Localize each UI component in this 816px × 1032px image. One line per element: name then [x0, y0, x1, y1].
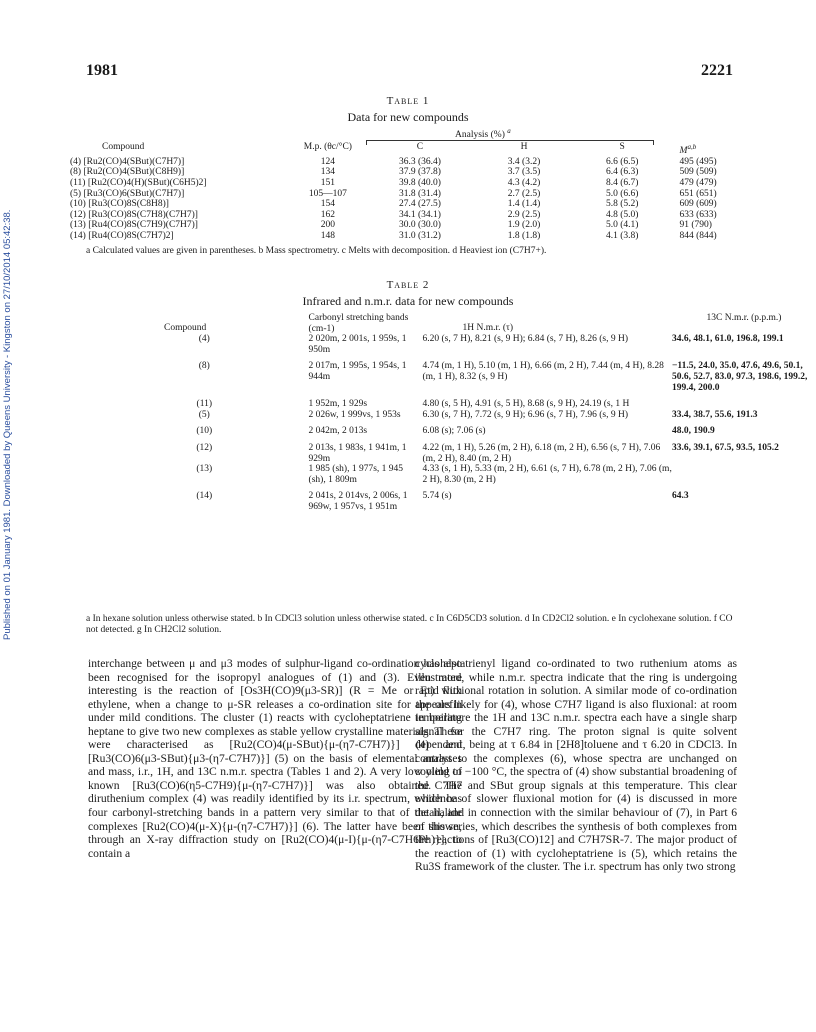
table-row: [70, 157, 770, 168]
cell-h: 2.7 (2.5): [507, 188, 541, 199]
body-paragraph: interchange between μ and μ3 modes of sulphur-ligand co-ordination has also been recognised for the isopropyl analogues of (1) and (3). Even more interesting is the reaction of [Os3H(CO)9(μ3-SR)] (R = Me or Et) with ethylene, when a change to μ-SR releases a co-ordination site for the olefin under mild conditions. The cluster (1) reacts with cycloheptatriene in boiling heptane to give two new complexes as stable yellow crystalline materials. These were characterised as [Ru2(CO)4(μ-SBut){μ-(η7-C7H7)}] (4) and [Ru3(CO)6(μ3-SBut){μ3-(η7-C7H7)}] (5) on the basis of elemental analyses and mass, i.r., 1H, and 13C n.m.r. spectra (Tables 1 and 2). A very low yield of known [Ru3(CO)6(η5-C7H9){μ-(η7-C7H7)}] was also obtained. The diruthenium complex (4) was readily identified by its i.r. spectrum, which has four carbonyl-stretching bands in a pattern very similar to that of the halide complexes [Ru2(CO)4(μ-X){μ-(η7-C7H7)}] (6). The latter have been shown, through an X-ray diffraction study on [Ru2(CO)4(μ-I){μ-(η7-C7H6Ph)}], to contain a: [88, 657, 462, 860]
table-row: [70, 167, 770, 178]
cell-carbonyl: 2 020m, 2 001s, 1 959s, 1 950m: [308, 334, 407, 355]
table-row: [70, 199, 770, 210]
cell-mp: 124: [320, 156, 335, 167]
cell-mp: 154: [320, 199, 335, 210]
table-row: [70, 210, 770, 221]
table-row: [100, 437, 816, 464]
cell-m: 633 (633): [679, 209, 717, 220]
cell-1h: 4.33 (s, 1 H), 5.33 (m, 2 H), 6.61 (s, 7 H), 6.78 (m, 2 H), 7.06 (m, 2 H), 8.30 (m, 2 H): [422, 464, 672, 485]
table-row: [100, 485, 816, 512]
table2-header-row: [100, 313, 816, 334]
cell-compound: (5) [Ru3(CO)6(SBut)(C7H7)]: [70, 188, 185, 199]
cell-carbonyl: 1 985 (sh), 1 977s, 1 945 (sh), 1 809m: [308, 464, 404, 485]
table-row: [70, 231, 770, 242]
cell-c: 30.0 (30.0): [399, 220, 441, 231]
table1-footnote: a Calculated values are given in parentheses. b Mass spectrometry. c Melts with decomposition. d Heaviest ion (C7H7+).: [86, 246, 547, 256]
table-row: [70, 178, 770, 189]
body-column-right: [415, 657, 737, 874]
cell-c: 39.8 (40.0): [399, 177, 441, 188]
cell-13c: 34.6, 48.1, 61.0, 196.8, 199.1: [672, 334, 784, 345]
cell-h: 3.7 (3.5): [507, 167, 541, 178]
cell-compound: (11): [196, 399, 213, 410]
cell-s: 5.0 (6.6): [605, 188, 639, 199]
col-header-s: S: [619, 142, 625, 152]
cell-compound: (13): [196, 464, 213, 475]
cell-c: 34.1 (34.1): [399, 209, 441, 220]
cell-mp: 162: [320, 209, 335, 220]
table1-analysis-header: Analysis (%) $^a$: [455, 127, 511, 141]
table1-caption: Data for new compounds: [347, 110, 469, 124]
cell-carbonyl: 2 041s, 2 014vs, 2 006s, 1 969w, 1 957vs, 1 951m: [308, 491, 408, 512]
cell-m: 495 (495): [679, 156, 717, 167]
cell-compound: (14): [196, 491, 213, 502]
cell-s: 6.6 (6.5): [605, 156, 639, 167]
cell-mp: 148: [320, 230, 335, 241]
table-row: [70, 220, 770, 231]
cell-h: 4.3 (4.2): [507, 177, 541, 188]
cell-compound: (4): [198, 334, 210, 345]
cell-s: 4.1 (3.8): [605, 230, 639, 241]
cell-carbonyl: 2 042m, 2 013s: [308, 426, 368, 437]
cell-compound: (8): [198, 361, 210, 372]
body-column-left: [88, 657, 462, 860]
table-row: [100, 334, 816, 355]
cell-m: 844 (844): [679, 230, 717, 241]
cell-carbonyl: 2 017m, 1 995s, 1 954s, 1 944m: [308, 361, 407, 382]
cell-carbonyl: 1 952m, 1 929s: [308, 399, 368, 410]
cell-13c: 48.0, 190.9: [672, 426, 715, 437]
col-header-compound: Compound: [164, 323, 207, 333]
cell-c: 36.3 (36.4): [399, 156, 441, 167]
cell-mp: 200: [320, 220, 335, 231]
cell-s: 8.4 (6.7): [605, 177, 639, 188]
table1: [70, 142, 770, 242]
cell-s: 6.4 (6.3): [605, 167, 639, 178]
cell-s: 4.8 (5.0): [605, 209, 639, 220]
cell-compound: (12): [196, 442, 213, 453]
cell-13c: 64.3: [672, 491, 689, 502]
cell-mp: 134: [320, 167, 335, 178]
cell-s: 5.0 (4.1): [605, 220, 639, 231]
cell-mp: 151: [320, 177, 335, 188]
download-notice[interactable]: Published on 01 January 1981. Downloaded by Queens University - Kingston on 27/10/2014 05:42:38.: [2, 209, 13, 640]
table2-label: Table 2: [386, 279, 430, 291]
cell-13c: −11.5, 24.0, 35.0, 47.6, 49.6, 50.1, 50.6, 52.7, 83.0, 97.3, 198.6, 199.2, 199.4, 200.0: [672, 361, 808, 393]
header-year: 1981: [86, 62, 118, 79]
table-row: [100, 355, 816, 393]
cell-1h: 6.20 (s, 7 H), 8.21 (s, 9 H); 6.84 (s, 7 H), 8.26 (s, 9 H): [422, 334, 629, 345]
cell-h: 1.8 (1.8): [507, 230, 541, 241]
cell-carbonyl: 2 013s, 1 983s, 1 941m, 1 929m: [308, 442, 407, 464]
cell-s: 5.8 (5.2): [605, 199, 639, 210]
cell-compound: (10) [Ru3(CO)8S(C8H8)]: [70, 199, 169, 210]
cell-m: 609 (609): [679, 199, 717, 210]
cell-mp: 105—107: [308, 188, 347, 199]
col-header-13c: 13C N.m.r. (p.p.m.): [706, 313, 782, 323]
table2-caption: Infrared and n.m.r. data for new compounds: [302, 294, 514, 308]
cell-m: 509 (509): [679, 167, 717, 178]
cell-m: 91 (790): [679, 220, 712, 231]
cell-1h: 5.74 (s): [422, 491, 452, 502]
cell-compound: (5): [198, 409, 210, 420]
cell-c: 31.8 (31.4): [399, 188, 441, 199]
col-header-carbonyl: Carbonyl stretching bands (cm-1): [308, 313, 409, 334]
cell-compound: (12) [Ru3(CO)8S(C7H8)(C7H7)]: [70, 209, 198, 220]
cell-c: 31.0 (31.2): [399, 230, 441, 241]
cell-m: 651 (651): [679, 188, 717, 199]
cell-c: 27.4 (27.5): [399, 199, 441, 210]
table-row: [100, 420, 816, 437]
cell-compound: (4) [Ru2(CO)4(SBut)(C7H7)]: [70, 156, 185, 167]
cell-carbonyl: 2 026w, 1 999vs, 1 953s: [308, 409, 401, 420]
table2-footnote: a In hexane solution unless otherwise stated. b In CDCl3 solution unless otherwise stated. c In C6D5CD3 solution. d In CD2Cl2 solution. e In cyclohexane solution. f CO not detected. g In CH2Cl2 solution.: [86, 614, 733, 635]
col-header-h: H: [520, 142, 528, 152]
cell-compound: (10): [196, 426, 213, 437]
cell-1h: 6.08 (s); 7.06 (s): [422, 426, 486, 437]
cell-1h: 6.30 (s, 7 H), 7.72 (s, 9 H); 6.96 (s, 7 H), 7.96 (s, 9 H): [422, 409, 629, 420]
download-sidebar: [0, 0, 20, 1032]
cell-compound: (13) [Ru4(CO)8S(C7H9)(C7H7)]: [70, 220, 198, 231]
col-header-1h: 1H N.m.r. (τ): [462, 323, 513, 333]
cell-h: 1.4 (1.4): [507, 199, 541, 210]
cell-1h: 4.22 (m, 1 H), 5.26 (m, 2 H), 6.18 (m, 2 H), 6.56 (s, 7 H), 7.06 (m, 2 H), 8.40 (m, 2 H): [422, 442, 661, 464]
cell-13c: 33.6, 39.1, 67.5, 93.5, 105.2: [672, 442, 779, 453]
table-row: [100, 464, 816, 485]
cell-13c: [672, 393, 816, 410]
cell-h: 1.9 (2.0): [507, 220, 541, 231]
cell-13c: 33.4, 38.7, 55.6, 191.3: [672, 409, 758, 420]
col-header-compound: Compound: [102, 142, 145, 152]
cell-h: 2.9 (2.5): [507, 209, 541, 220]
cell-compound: (14) [Ru4(CO)8S(C7H7)2]: [70, 230, 174, 241]
cell-h: 3.4 (3.2): [507, 156, 541, 167]
table1-header-row: [70, 142, 770, 157]
table-row: [70, 189, 770, 200]
cell-compound: (8) [Ru2(CO)4(SBut)(C8H9)]: [70, 167, 185, 178]
table-row: [100, 410, 816, 421]
col-header-c: C: [416, 142, 424, 152]
cell-c: 37.9 (37.8): [399, 167, 441, 178]
cell-1h: 4.74 (m, 1 H), 5.10 (m, 1 H), 6.66 (m, 2 H), 7.44 (m, 4 H), 8.28 (m, 1 H), 8.32 (s, 9 H): [422, 361, 664, 382]
table2: [100, 313, 816, 513]
col-header-mp: M.p. (θc/°C): [303, 142, 352, 152]
table1-label: Table 1: [386, 95, 430, 107]
cell-m: 479 (479): [679, 177, 717, 188]
cell-13c: [672, 464, 816, 485]
header-page-number: 2221: [701, 62, 733, 79]
cell-1h: 4.80 (s, 5 H), 4.91 (s, 5 H), 8.68 (s, 9 H), 24.19 (s, 1 H: [422, 399, 630, 410]
table-row: [100, 393, 816, 410]
cell-compound: (11) [Ru2(CO)4(H)(SBut)(C6H5)2]: [70, 177, 207, 188]
col-header-m: M$^{a,b}$: [679, 143, 697, 157]
body-paragraph: cycloheptatrienyl ligand co-ordinated to two ruthenium atoms as illustrated, while n.m.r. spectra indicate that the ring is undergoing rapid fluxional rotation in solution. A similar mode of co-ordination appears likely for (4), whose C7H7 ligand is also fluxional: at room temperature the 1H and 13C n.m.r. spectra each have a single sharp signal for the C7H7 ring. The proton signal is quite solvent dependent, being at τ 6.84 in [2H8]toluene and τ 6.20 in CDCl3. In contrast to the complexes (6), whose spectra are unchanged on cooling to −100 °C, the spectra of (4) show substantial broadening of the C7H7 and SBut group signals at this temperature. This clear evidence of slower fluxional motion for (4) is discussed in more detail, and in connection with the similar behaviour of (7), in Part 6 of this series, which describes the synthesis of both complexes from the reactions of [Ru3(CO)12] and C7H7SR-7. The major product of the reaction of (1) with cycloheptatriene is (5), which retains the Ru3S framework of the cluster. The i.r. spectrum has only two strong: [415, 657, 737, 874]
